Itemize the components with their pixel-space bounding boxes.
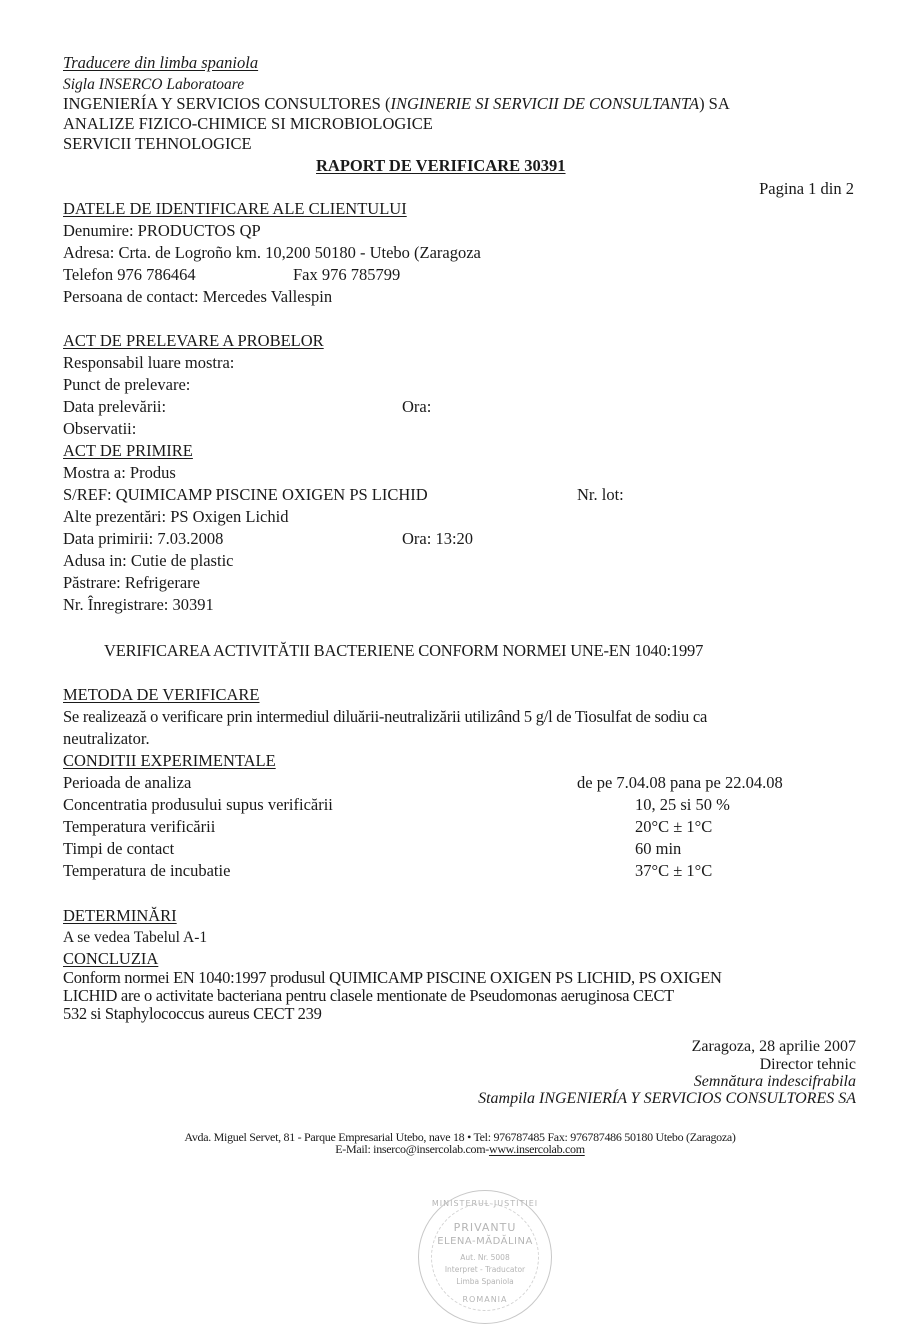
condition-label: Concentratia produsului supus verificării bbox=[63, 795, 333, 814]
sampling-responsible: Responsabil luare mostra: bbox=[63, 353, 235, 372]
reception-time: Ora: 13:20 bbox=[402, 529, 474, 548]
method-text-line2: neutralizator. bbox=[63, 729, 150, 748]
translator-stamp bbox=[418, 1190, 552, 1324]
reception-registration: Nr. Înregistrare: 30391 bbox=[63, 595, 214, 614]
sampling-date: Data prelevării: bbox=[63, 397, 167, 416]
stamp-top-arc: MINISTERUL JUSTITIEI bbox=[431, 1199, 539, 1208]
stamp-role: Interpret - Traducator bbox=[444, 1265, 526, 1274]
condition-value: 37°C ± 1°C bbox=[635, 861, 713, 880]
client-contact: Persoana de contact: Mercedes Vallespin bbox=[63, 287, 333, 306]
signer-role: Director tehnic bbox=[759, 1056, 856, 1073]
page-indicator: Pagina 1 din 2 bbox=[759, 179, 854, 198]
conclusion-line1: Conform normei EN 1040:1997 produsul QUIMICAMP PISCINE OXIGEN PS LICHID, PS OXIGEN bbox=[63, 968, 722, 987]
stamp-country: ROMANIA bbox=[462, 1295, 508, 1304]
conclusion-heading: CONCLUZIA bbox=[63, 949, 159, 968]
condition-label: Temperatura de incubatie bbox=[63, 861, 231, 880]
reception-ref: S/REF: QUIMICAMP PISCINE OXIGEN PS LICHID bbox=[63, 485, 428, 504]
sampling-point: Punct de prelevare: bbox=[63, 375, 191, 394]
reception-storage: Păstrare: Refrigerare bbox=[63, 573, 200, 592]
sampling-observations: Observatii: bbox=[63, 419, 137, 438]
stamp-name-line2: ELENA-MĂDĂLINA bbox=[437, 1236, 533, 1247]
condition-value: de pe 7.04.08 pana pe 22.04.08 bbox=[577, 773, 783, 792]
reception-packaging: Adusa in: Cutie de plastic bbox=[63, 551, 234, 570]
determinations-heading: DETERMINĂRI bbox=[63, 906, 177, 925]
reception-other: Alte prezentări: PS Oxigen Lichid bbox=[63, 507, 289, 526]
company-stamp-note: Stampila INGENIERÍA Y SERVICIOS CONSULTORES SA bbox=[478, 1090, 856, 1107]
conclusion-line2: LICHID are o activitate bacteriana pentru clasele mentionate de Pseudomonas aeruginosa CECT bbox=[63, 986, 674, 1005]
reception-heading: ACT DE PRIMIRE bbox=[63, 441, 193, 460]
method-heading: METODA DE VERIFICARE bbox=[63, 685, 260, 704]
client-address: Adresa: Crta. de Logroño km. 10,200 50180 - Utebo (Zaragoza bbox=[63, 243, 481, 262]
company-suffix: ) SA bbox=[699, 94, 730, 113]
company-name: INGENIERÍA Y SERVICIOS CONSULTORES ( bbox=[63, 94, 391, 113]
reception-date: Data primirii: 7.03.2008 bbox=[63, 529, 224, 548]
condition-value: 60 min bbox=[635, 839, 682, 858]
company-name-translation: INGINERIE SI SERVICII DE CONSULTANTA bbox=[390, 94, 700, 113]
footer-contact bbox=[0, 1143, 920, 1156]
company-name-line bbox=[63, 93, 730, 115]
condition-label: Timpi de contact bbox=[63, 839, 175, 858]
condition-value: 10, 25 si 50 % bbox=[635, 795, 730, 814]
footer-address: Avda. Miguel Servet, 81 - Parque Empresarial Utebo, nave 18 • Tel: 976787485 Fax: 976787486 50180 Utebo (Zaragoza) bbox=[184, 1130, 736, 1144]
signature-note: Semnătura indescifrabila bbox=[693, 1073, 856, 1090]
reception-lot: Nr. lot: bbox=[577, 485, 624, 504]
stamp-auth: Aut. Nr. 5008 bbox=[460, 1253, 510, 1262]
analysis-line: ANALIZE FIZICO-CHIMICE SI MICROBIOLOGICE bbox=[63, 114, 433, 133]
determinations-text: A se vedea Tabelul A-1 bbox=[63, 929, 208, 946]
stamp-name-line1: PRIVANTU bbox=[453, 1221, 517, 1234]
services-line: SERVICII TEHNOLOGICE bbox=[63, 134, 252, 153]
client-phone: Telefon 976 786464 bbox=[63, 265, 196, 284]
reception-sample: Mostra a: Produs bbox=[63, 463, 176, 482]
report-title: RAPORT DE VERIFICARE 30391 bbox=[316, 156, 566, 175]
condition-label: Temperatura verificării bbox=[63, 817, 216, 836]
sampling-time: Ora: bbox=[402, 397, 432, 416]
client-fax: Fax 976 785799 bbox=[293, 265, 401, 284]
client-name: Denumire: PRODUCTOS QP bbox=[63, 221, 261, 240]
footer-website-link[interactable]: www.insercolab.com bbox=[488, 1142, 585, 1156]
logo-note: Sigla INSERCO Laboratoare bbox=[63, 76, 245, 93]
conditions-heading: CONDITII EXPERIMENTALE bbox=[63, 751, 276, 770]
conclusion-line3: 532 si Staphylococcus aureus CECT 239 bbox=[63, 1004, 322, 1023]
footer-email: E-Mail: inserco@insercolab.com- bbox=[335, 1142, 489, 1156]
verification-title: VERIFICAREA ACTIVITĂTII BACTERIENE CONFORM NORMEI UNE-EN 1040:1997 bbox=[104, 641, 704, 660]
translation-note: Traducere din limba spaniola bbox=[63, 53, 259, 72]
place-date: Zaragoza, 28 aprilie 2007 bbox=[691, 1038, 856, 1055]
condition-label: Perioada de analiza bbox=[63, 773, 192, 792]
sampling-heading: ACT DE PRELEVARE A PROBELOR bbox=[63, 331, 324, 350]
stamp-language: Limba Spaniola bbox=[456, 1277, 514, 1286]
client-heading: DATELE DE IDENTIFICARE ALE CLIENTULUI bbox=[63, 199, 407, 218]
method-text-line1: Se realizează o verificare prin intermediul diluării-neutralizării utilizând 5 g/l de Tiosulfat de sodiu ca bbox=[63, 707, 708, 726]
condition-value: 20°C ± 1°C bbox=[635, 817, 713, 836]
